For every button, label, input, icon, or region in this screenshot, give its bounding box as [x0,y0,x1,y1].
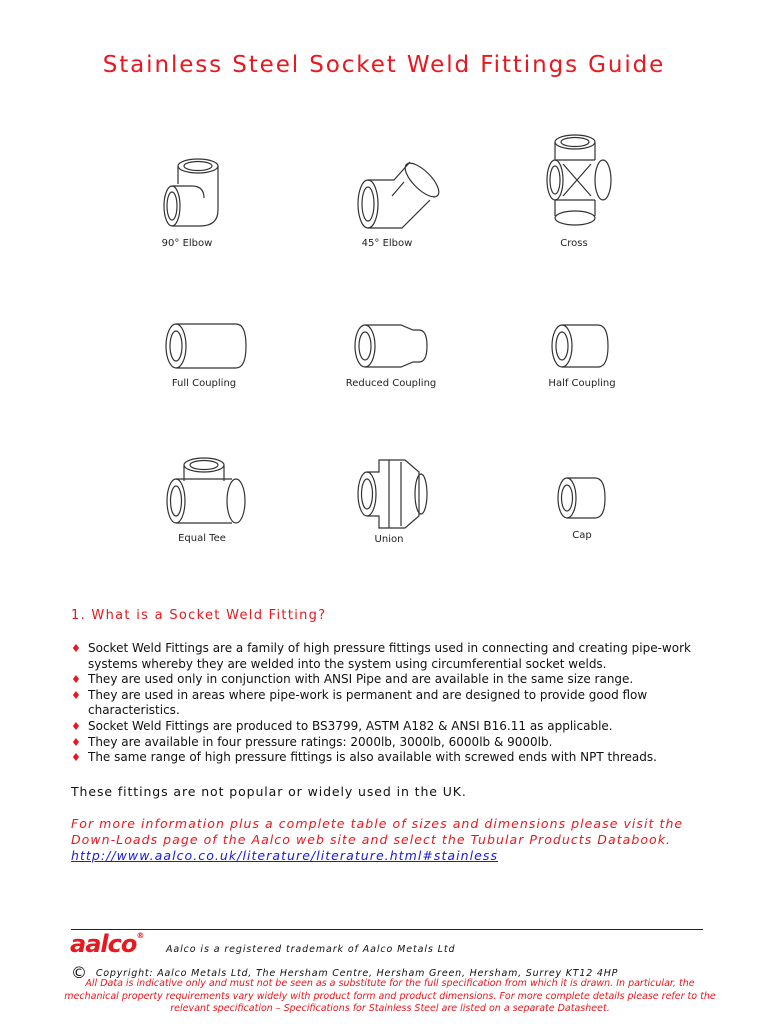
union-icon [339,454,439,532]
list-item: ♦ They are used in areas where pipe-work is permanent and are designed to provide good flow characteristics. [71,687,648,718]
fitting-union [314,454,464,545]
reduced-coupling-icon [343,318,439,376]
trademark-notice: Aalco is a registered trademark of Aalco Metals Ltd [166,944,456,955]
list-item: ♦ They are used only in conjunction with ANSI Pipe and are available in the same size range. [71,672,634,687]
diamond-bullet-icon: ♦ [71,642,81,655]
fitting-reduced-coupling [316,318,466,389]
fitting-label: Cross [560,238,588,249]
fitting-label: 90° Elbow [161,238,213,249]
copyright-icon: © [71,963,88,982]
fitting-label: Equal Tee [178,533,226,544]
fitting-cap [507,472,657,541]
list-item: ♦ Socket Weld Fittings are produced to BS3799, ASTM A182 & ANSI B16.11 as applicable. [71,718,613,733]
diamond-bullet-icon: ♦ [71,719,81,733]
cap-icon [547,472,617,528]
elbow-45-icon [332,148,442,236]
fitting-45-elbow [312,148,462,249]
page-title: Stainless Steel Socket Weld Fittings Guide [102,52,666,78]
aalco-logo: aalco® [70,930,144,958]
list-item: ♦ Socket Weld Fittings are a family of high pressure fittings used in connecting and creating pipe-work systems whereby they are welded into the system using circumferential socket welds. [71,641,691,671]
diamond-bullet-icon: ♦ [71,751,81,765]
diamond-bullet-icon: ♦ [71,688,81,702]
copyright-line: © Copyright: Aalco Metals Ltd, The Hersham Centre, Hersham Green, Hersham, Surrey KT12 4HP [71,963,619,982]
fitting-full-coupling [129,318,279,389]
fitting-label: Reduced Coupling [345,378,437,389]
diamond-bullet-icon: ♦ [71,673,81,687]
literature-link[interactable]: http://www.aalco.co.uk/literature/literature.html#stainless [71,848,499,863]
more-info-note [71,816,731,864]
half-coupling-icon [542,318,622,376]
footer-divider [71,929,703,930]
list-item: ♦ They are available in four pressure ratings: 2000lb, 3000lb, 6000lb & 9000lb. [71,734,553,749]
fitting-label: 45° Elbow [361,238,413,249]
cross-icon [519,130,629,236]
fitting-label: Union [374,534,404,545]
section-heading: 1. What is a Socket Weld Fitting? [71,608,327,623]
diamond-bullet-icon: ♦ [71,735,81,749]
fitting-90-elbow [112,148,262,249]
fitting-label: Half Coupling [548,378,616,389]
more-info-text: For more information plus a complete table of sizes and dimensions please visit the Down-Loads page of the Aalco web site and select the Tubular Products Databook. [71,816,684,847]
fitting-half-coupling [507,318,657,389]
fitting-equal-tee [127,455,277,544]
bullet-list [71,641,711,766]
fitting-label: Full Coupling [171,378,237,389]
fitting-label: Cap [572,530,592,541]
full-coupling-icon [156,318,252,376]
disclaimer: All Data is indicative only and must not be seen as a substitute for the full specification from which it is drawn. In particular, the mechanical property requirements vary widely with product form and product dimensions. For more complete details please refer to the relevant specification – Specifications for Stainless Steel are listed on a separate Datasheet. [64,978,716,1014]
list-item: ♦ The same range of high pressure fittings is also available with screwed ends with NPT threads. [71,750,657,765]
elbow-90-icon [142,148,232,236]
fitting-cross [499,130,649,249]
usage-note: These fittings are not popular or widely used in the UK. [71,784,467,799]
equal-tee-icon [152,455,252,531]
